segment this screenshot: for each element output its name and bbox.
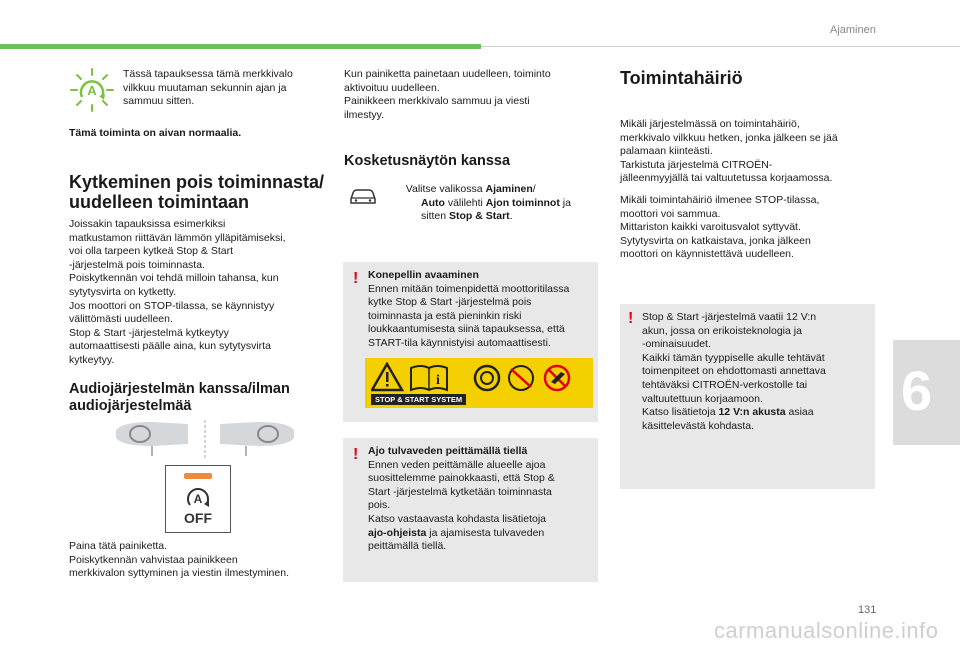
auto-stop-icon — [184, 485, 212, 509]
text-line: Jos moottori on STOP-tilassa, se käynnistyy — [69, 299, 275, 312]
stop-start-label — [365, 358, 593, 408]
text-line: loukkaantumisesta siinä tapauksessa, että — [368, 323, 565, 336]
function-name: Stop & Start — [449, 210, 510, 223]
text-line: Mikäli toimintahäiriö ilmenee STOP-tilassa, — [620, 194, 820, 206]
text-line: ilmestyy. — [344, 108, 385, 121]
fault-paragraph-2 — [620, 194, 885, 262]
car-icon — [348, 185, 378, 207]
text-line: Poiskytkennän voi tehdä milloin tahansa, kun — [69, 272, 279, 285]
header-accent-bar — [0, 44, 481, 49]
text-run: ja — [559, 196, 571, 209]
text-line: suosittelemme painokkaasti, että Stop & — [368, 472, 555, 485]
text-line: START-tila käynnistyisi automaattisesti. — [368, 336, 551, 349]
text-line: toiminnasta ja estä pieninkin riski — [368, 309, 522, 322]
text-line: Ennen mitään toimenpidettä moottoritilassa — [368, 282, 570, 295]
bonnet-warning-box — [343, 262, 598, 422]
text-line: aktivoituu uudelleen. — [344, 81, 440, 94]
warning-icon: ! — [353, 270, 359, 287]
header-rule — [481, 46, 960, 47]
stop-start-off-button[interactable] — [165, 465, 231, 533]
text-line: moottori on käynnistettävä uudelleen. — [620, 248, 794, 261]
text-run: välilehti — [444, 196, 486, 209]
text-line: -ominaisuudet. — [642, 338, 711, 351]
text-run: asiaa — [785, 406, 814, 419]
battery-warning-box — [620, 304, 875, 489]
text-line: kytkeytyy. — [69, 353, 115, 366]
menu-name: Auto — [421, 196, 445, 209]
text-line: Stop & Start -järjestelmä kytkeytyy — [69, 326, 229, 339]
section-title: Ajaminen — [830, 24, 876, 36]
normal-note: Tämä toiminta on aivan normaalia. — [69, 127, 242, 139]
text-run: Valitse valikossa — [405, 183, 486, 195]
bonnet-title: Konepellin avaaminen — [368, 269, 479, 281]
text-line: voi olla tarpeen kytkeä Stop & Start — [69, 245, 234, 258]
text-line: pois. — [368, 499, 391, 512]
heading-touch: Kosketusnäytön kanssa — [344, 153, 511, 169]
page-number: 131 — [858, 604, 877, 616]
text-line: merkkivalo vilkkuu hetken, jonka jälkeen se jää — [620, 131, 838, 144]
fault-paragraph-1 — [620, 118, 885, 186]
text-run: ja ajamisesta tulvaveden — [426, 526, 545, 539]
heading-fault: Toimintahäiriö — [620, 68, 743, 88]
text-line: välittömästi uudelleen. — [69, 313, 173, 326]
text-run: sitten — [421, 210, 450, 223]
chapter-tab — [893, 340, 960, 445]
text-run: / — [532, 183, 536, 195]
button-indicator-led — [184, 473, 212, 479]
button-off-label: OFF — [184, 510, 212, 526]
text-line: Mittariston kaikki varoitusvalot syttyvät. — [620, 221, 801, 234]
flood-warning-box — [343, 438, 598, 582]
text-line: toimenpiteet on ehdottomasti annettava — [642, 365, 826, 378]
menu-name: Ajaminen — [485, 183, 533, 195]
text-line: matkustamon riittävän lämmön ylläpitämiseksi, — [69, 231, 286, 244]
flood-ref-bold: ajo-ohjeista — [368, 526, 427, 539]
text-line: Stop & Start -järjestelmä vaatii 12 V:n — [642, 311, 817, 323]
text-line: jälleenmyyjällä tai valtuutetussa korjaamossa. — [620, 172, 833, 185]
press-instruction: Paina tätä painiketta. — [69, 540, 168, 552]
off-paragraph — [69, 218, 339, 368]
text-line: peittämällä tiellä. — [368, 540, 447, 553]
text-line: Painikkeen merkkivalo sammuu ja viesti — [344, 95, 530, 108]
text-line: käsittelevästä kohdasta. — [642, 419, 755, 432]
heading-audio: Audiojärjestelmän kanssa/ilman audiojärjestelmää — [69, 381, 290, 414]
text-line: valtuutettuun korjaamoon. — [642, 392, 763, 405]
text-line: tehtäväksi CITROËN-verkostolle tai — [642, 378, 808, 391]
text-run: . — [509, 210, 513, 223]
tab-name: Ajon toiminnot — [485, 196, 560, 209]
text-line: Start -järjestelmä kytketään toiminnasta — [368, 485, 552, 498]
info-text: Tässä tapauksessa tämä merkkivalo vilkkuu muutaman sekunnin ajan ja sammuu sitten. — [123, 68, 293, 108]
text-line: Poiskytkennän vahvistaa painikkeen — [69, 553, 238, 566]
svg-text:A: A — [87, 83, 97, 98]
warning-icon: ! — [628, 310, 634, 327]
text-line: automaattisesti päälle aina, kun sytytysvirta — [69, 340, 271, 353]
warning-icon: ! — [353, 446, 359, 463]
press-paragraph — [69, 540, 339, 581]
label-text: STOP & START SYSTEM — [371, 394, 466, 405]
text-line: -järjestelmä pois toiminnasta. — [69, 258, 205, 271]
svg-text:A: A — [193, 492, 203, 506]
watermark: carmanualsonline.info — [714, 618, 939, 643]
text-line: palamaan kiinteästi. — [620, 145, 713, 158]
text-line: Mikäli järjestelmässä on toimintahäiriö, — [620, 118, 800, 130]
text-line: sytytysvirta on kytketty. — [69, 285, 177, 298]
text-run: Katso lisätietoja — [642, 406, 719, 419]
text-line: Katso vastaavasta kohdasta lisätietoja — [368, 512, 547, 525]
battery-ref-bold: 12 V:n akusta — [718, 406, 786, 419]
text-line: Kun painiketta painetaan uudelleen, toiminto — [344, 68, 551, 80]
select-instruction — [397, 183, 597, 224]
text-line: Tarkistuta järjestelmä CITROËN- — [620, 158, 773, 171]
text-line: moottori voi sammua. — [620, 207, 721, 220]
flood-title: Ajo tulvaveden peittämällä tiellä — [368, 445, 528, 457]
intro-paragraph — [344, 68, 584, 122]
text-line: akun, jossa on erikoisteknologia ja — [642, 324, 802, 337]
text-line: Joissakin tapauksissa esimerkiksi — [69, 218, 226, 230]
text-line: Ennen veden peittämälle alueelle ajoa — [368, 458, 546, 471]
text-line: merkkivalon syttyminen ja viestin ilmestyminen. — [69, 567, 289, 580]
text-line: kytke Stop & Start -järjestelmä pois — [368, 296, 532, 309]
svg-text:i: i — [436, 373, 440, 388]
chapter-number: 6 — [901, 359, 933, 422]
text-line: Sytytysvirta on katkaistava, jonka jälkeen — [620, 234, 811, 247]
dashboard-illustration — [112, 420, 298, 460]
auto-stop-indicator-icon — [69, 67, 115, 113]
text-line: Kaikki tämän tyyppiselle akulle tehtävät — [642, 351, 825, 364]
heading-off: Kytkeminen pois toiminnasta/ uudelleen toimintaan — [69, 172, 325, 212]
